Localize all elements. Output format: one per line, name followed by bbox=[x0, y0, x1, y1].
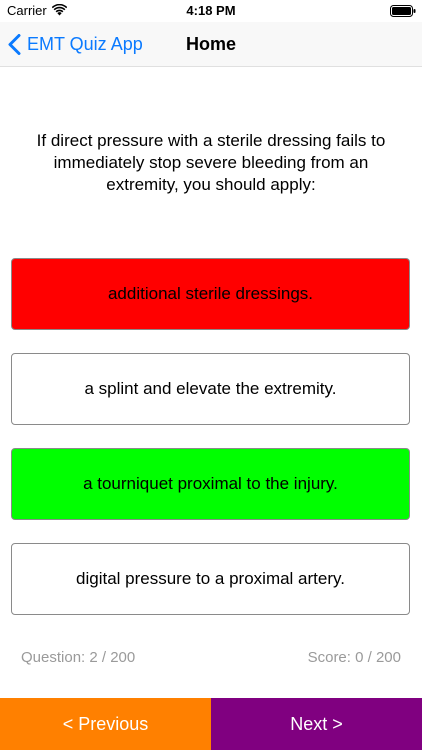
next-button[interactable] bbox=[211, 698, 422, 750]
answer-option-label: a splint and elevate the extremity. bbox=[84, 379, 337, 398]
next-button-label: Next > bbox=[290, 713, 343, 734]
carrier-label: Carrier bbox=[7, 3, 47, 18]
status-bar bbox=[0, 0, 422, 22]
navigation-bar bbox=[0, 22, 422, 67]
answer-option-label: digital pressure to a proximal artery. bbox=[76, 569, 345, 588]
question-text: If direct pressure with a sterile dressing fails to immediately stop severe bleeding from an extremity, you should apply: bbox=[36, 131, 386, 194]
answer-option-4[interactable] bbox=[11, 543, 410, 615]
answer-option-1[interactable] bbox=[11, 258, 410, 330]
back-button-label: EMT Quiz App bbox=[27, 34, 143, 54]
answer-option-label: a tourniquet proximal to the injury. bbox=[83, 474, 338, 493]
answer-option-3[interactable] bbox=[11, 448, 410, 520]
question-counter: Question: 2 / 200 bbox=[21, 649, 136, 666]
previous-button-label: < Previous bbox=[62, 713, 149, 734]
score-counter: Score: 0 / 200 bbox=[307, 649, 401, 666]
previous-button[interactable] bbox=[0, 698, 211, 750]
answer-option-label: additional sterile dressings. bbox=[107, 284, 314, 303]
answer-option-2[interactable] bbox=[11, 353, 410, 425]
page-title: Home bbox=[185, 34, 236, 54]
battery-icon bbox=[390, 5, 416, 17]
status-time: 4:18 PM bbox=[186, 3, 236, 18]
